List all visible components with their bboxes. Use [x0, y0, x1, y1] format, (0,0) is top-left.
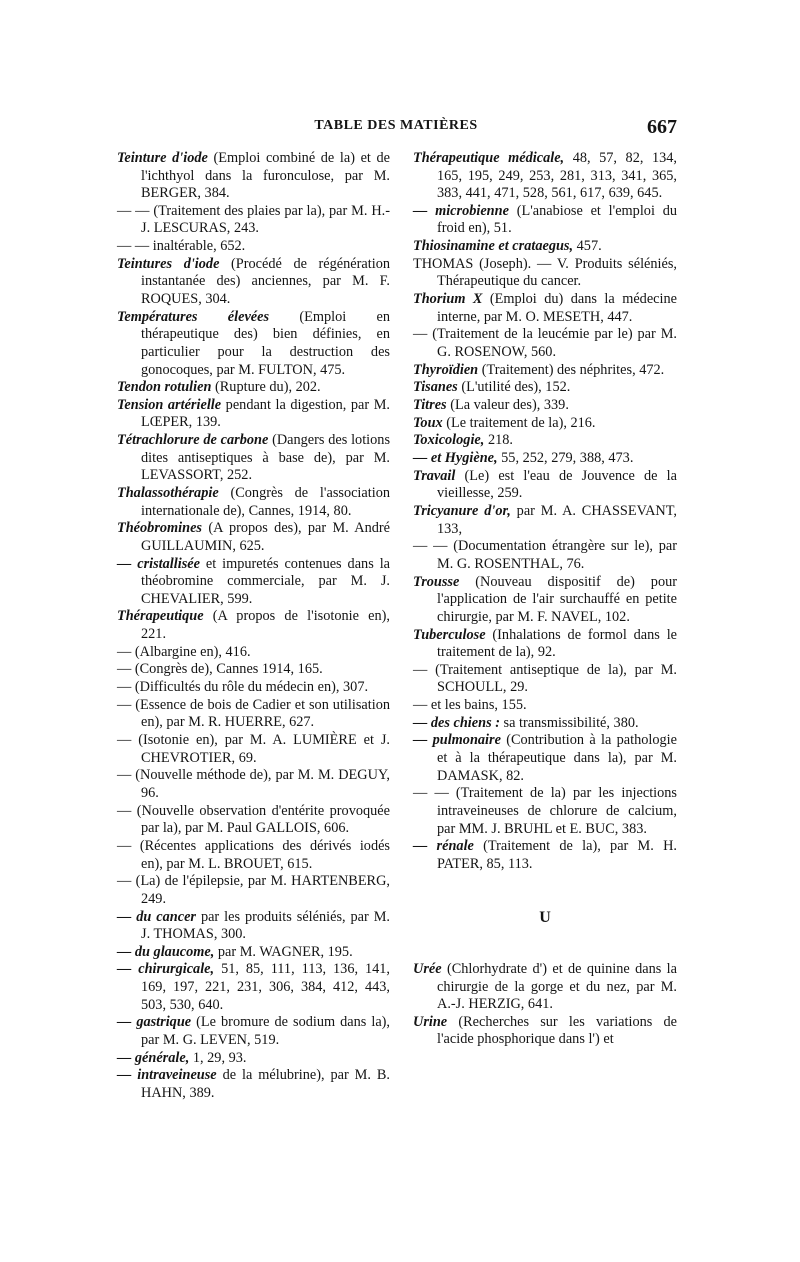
index-entry [117, 485, 390, 520]
running-title: TABLE DES MATIÈRES [314, 118, 478, 133]
entry-term: Tension artérielle [117, 396, 222, 413]
right-column [413, 150, 677, 1049]
index-entry [117, 1014, 390, 1049]
entry-subterm: — du cancer [117, 908, 196, 925]
entry-subterm: — générale, [117, 1049, 190, 1066]
entry-reference: THOMAS (Joseph). — V. Produits séléniés, Thérapeutique du cancer. [413, 255, 677, 290]
u-entries [413, 961, 677, 1049]
entry-reference: (Emploi du) dans la médecine interne, par M. O. MESETH, 447. [437, 291, 677, 325]
entry-reference: pendant la digestion, par M. LŒPER, 139. [141, 396, 390, 431]
entry-reference: — — (Documentation étrangère sur le), par M. G. ROSENTHAL, 76. [413, 538, 677, 572]
entry-reference: 48, 57, 82, 134, 165, 195, 249, 253, 281, 313, 341, 365, 383, 441, 471, 528, 561, 617, 639, 645. [437, 150, 678, 202]
entry-reference: de la mélubrine), par M. B. HAHN, 389. [141, 1067, 390, 1101]
entry-reference: — (Difficultés du rôle du médecin en), 307. [117, 679, 369, 696]
entry-reference: — (Isotonie en), par M. A. LUMIÈRE et J. CHEVROTIER, 69. [117, 732, 390, 766]
entry-reference: 457. [576, 238, 602, 255]
entry-term: Trousse [413, 573, 460, 590]
entry-term: Thérapeutique [117, 608, 204, 625]
index-entry [413, 203, 677, 238]
entry-term: Tisanes [413, 379, 458, 396]
index-entry [413, 538, 677, 573]
entry-term: Thyroïdien [413, 361, 479, 378]
entry-term: Températures élevées [117, 308, 270, 325]
entry-reference: (L'anabiose et l'emploi du froid en), 51. [437, 202, 677, 237]
entry-term: Thérapeutique médicale, [413, 150, 565, 166]
index-entry [117, 608, 390, 643]
entry-reference: — (Nouvelle observation d'entérite provoquée par la), par M. Paul GALLOIS, 606. [117, 802, 390, 837]
index-entry [413, 503, 677, 538]
entry-subterm: — cristallisée [117, 555, 200, 572]
t-entries-continued [413, 150, 677, 873]
index-entry [117, 238, 390, 256]
entry-reference: (L'utilité des), 152. [461, 379, 571, 396]
index-entry [117, 944, 390, 962]
entry-reference: (Contribution à la pathologie et à la thérapeutique dans la), par M. DAMASK, 82. [437, 732, 677, 784]
entry-reference: par les produits séléniés, par M. J. THOMAS, 300. [141, 908, 391, 943]
index-entry [413, 238, 677, 256]
index-entry [413, 574, 677, 627]
entry-reference: (Le bromure de sodium dans la), par M. G. LEVEN, 519. [141, 1014, 391, 1048]
index-entry [117, 379, 390, 397]
index-entry [117, 556, 390, 609]
index-entry [413, 715, 677, 733]
index-entry [117, 679, 390, 697]
index-entry [117, 838, 390, 873]
entry-term: Toxicologie, [413, 432, 485, 449]
index-entry [413, 150, 677, 203]
entry-reference: (Traitement) des néphrites, 472. [481, 361, 665, 378]
entry-reference: par M. A. CHASSEVANT, 133, [437, 503, 677, 537]
entry-term: Thiosinamine et crataegus, [413, 238, 574, 255]
entry-reference: (Emploi combiné de la) et de l'ichthyol dans la furonculose, par M. BERGER, 384. [141, 150, 390, 202]
left-column [117, 150, 390, 1103]
index-entry [413, 415, 677, 433]
entry-reference: (Chlorhydrate d') et de quinine dans la chirurgie de la gorge et du nez, par M. A.-J. HERZIG, 641. [437, 961, 677, 1013]
entry-term: Urée [413, 961, 442, 977]
entry-term: Toux [413, 414, 443, 431]
entry-term: Travail [413, 467, 456, 484]
index-entry [117, 767, 390, 802]
entry-reference: 55, 252, 279, 388, 473. [501, 450, 634, 467]
entry-reference: — (Essence de bois de Cadier et son utilisation en), par M. R. HUERRE, 627. [117, 696, 390, 731]
index-entry [413, 961, 677, 1014]
index-entry [117, 873, 390, 908]
running-header [115, 116, 677, 140]
entry-reference: par M. WAGNER, 195. [217, 943, 353, 960]
index-entry [117, 256, 390, 309]
index-entry [117, 803, 390, 838]
entry-reference: sa transmissibilité, 380. [503, 714, 639, 731]
entry-reference: (Nouveau dispositif de) pour l'application de l'air surchauffé en petite chirurgie, par M. F. NAVEL, 102. [437, 573, 677, 625]
entry-term: Teinture d'iode [117, 150, 208, 166]
index-entry [413, 450, 677, 468]
entry-reference: (A propos de l'isotonie en), 221. [141, 608, 391, 643]
index-entry [413, 662, 677, 697]
entry-reference: (A propos des), par M. André GUILLAUMIN, 625. [141, 520, 390, 554]
entry-reference: 218. [487, 432, 513, 449]
index-entry [117, 732, 390, 767]
index-entry [413, 432, 677, 450]
index-entry [413, 732, 677, 785]
entry-term: Teintures d'iode [117, 255, 220, 272]
entry-subterm: — gastrique [117, 1014, 192, 1031]
index-entry [117, 661, 390, 679]
entry-reference: (Emploi en thérapeutique des) bien définies, en particulier pour la destruction des gonocoques, par M. FULTON, 475. [141, 308, 390, 378]
entry-reference: (Dangers des lotions dites antiseptiques à base de), par M. LEVASSORT, 252. [141, 432, 391, 484]
index-entry [413, 291, 677, 326]
entry-reference: 1, 29, 93. [192, 1049, 247, 1066]
entry-reference: 51, 85, 111, 113, 136, 141, 169, 197, 221, 231, 306, 384, 412, 443, 503, 530, 640. [141, 961, 391, 1013]
index-entry [117, 961, 390, 1014]
entry-reference: — (Albargine en), 416. [117, 643, 251, 660]
entry-reference: — (Congrès de), Cannes 1914, 165. [117, 661, 323, 678]
index-entry [413, 326, 677, 361]
entry-subterm: — microbienne [413, 202, 509, 219]
entry-reference: — (Traitement antiseptique de la), par M. SCHOULL, 29. [413, 661, 677, 696]
entry-term: Titres [413, 397, 447, 414]
index-entry [117, 397, 390, 432]
entry-term: Tricyanure d'or, [413, 503, 511, 520]
entry-reference: (La valeur des), 339. [450, 397, 569, 414]
entry-term: Thorium X [413, 291, 483, 308]
entry-reference: — (Nouvelle méthode de), par M. M. DEGUY, 96. [117, 767, 390, 801]
index-entry [413, 397, 677, 415]
entry-reference: (Le) est l'eau de Jouvence de la vieillesse, 259. [437, 467, 677, 502]
entry-reference: — — (Traitement de la) par les injections intraveineuses de chlorure de calcium, par MM. J. BRUHL et E. BUC, 383. [413, 785, 677, 837]
index-entry [413, 697, 677, 715]
entry-reference: (Recherches sur les variations de l'acide phosphorique dans l') et [437, 1013, 678, 1048]
index-entry [413, 256, 677, 291]
index-entry [117, 644, 390, 662]
index-entry [413, 362, 677, 380]
section-letter: U [539, 909, 551, 927]
index-entry [117, 432, 390, 485]
entry-reference: (Le traitement de la), 216. [446, 414, 596, 431]
entry-reference: (Rupture du), 202. [215, 379, 321, 396]
entry-reference: (Procédé de régénération instantanée des) anciennes, par M. F. ROQUES, 304. [141, 255, 390, 308]
entry-reference: — (Récentes applications des dérivés iodés en), par M. L. BROUET, 615. [117, 837, 390, 872]
index-entry [117, 150, 390, 203]
entry-subterm: — pulmonaire [413, 732, 501, 749]
entry-subterm: — rénale [413, 838, 474, 855]
entry-reference: — et les bains, 155. [413, 697, 527, 714]
index-entry [117, 520, 390, 555]
index-entry [413, 1014, 677, 1049]
index-entry [413, 627, 677, 662]
index-entry [413, 379, 677, 397]
entry-subterm: — des chiens : [413, 714, 500, 731]
page-number: 667 [647, 116, 677, 138]
entry-subterm: — du glaucome, [117, 943, 215, 960]
entry-subterm: — intraveineuse [117, 1067, 217, 1084]
entry-term: Tétrachlorure de carbone [117, 432, 269, 449]
entry-term: Théobromines [117, 520, 202, 537]
index-entry [413, 838, 677, 873]
entry-reference: — — inaltérable, 652. [117, 238, 246, 255]
entry-reference: (Traitement de la), par M. H. PATER, 85, 113. [437, 838, 678, 872]
entry-term: Urine [413, 1013, 448, 1030]
index-entry [117, 697, 390, 732]
entry-term: Tuberculose [413, 626, 486, 643]
index-entry [117, 909, 390, 944]
entry-reference: — (Traitement de la leucémie par le) par M. G. ROSENOW, 560. [413, 326, 677, 360]
entry-subterm: — et Hygiène, [413, 450, 498, 467]
index-entry [117, 309, 390, 379]
index-entry [117, 203, 390, 238]
entry-term: Thalassothérapie [117, 485, 219, 502]
entry-reference: (Inhalations de formol dans le traitement de la), 92. [437, 626, 678, 661]
index-entry [117, 1050, 390, 1068]
entry-term: Tendon rotulien [117, 379, 212, 396]
entry-reference: — — (Traitement des plaies par la), par M. H.-J. LESCURAS, 243. [117, 202, 390, 237]
index-entry [413, 468, 677, 503]
index-entry [117, 1067, 390, 1102]
entry-subterm: — chirurgicale, [117, 961, 215, 978]
entry-reference: — (La) de l'épilepsie, par M. HARTENBERG, 249. [117, 873, 390, 907]
entry-reference: et impuretés contenues dans la théobromine commerciale, par M. J. CHEVALIER, 599. [141, 555, 391, 607]
index-entry [413, 785, 677, 838]
entry-reference: (Congrès de l'association internationale de), Cannes, 1914, 80. [141, 485, 390, 519]
